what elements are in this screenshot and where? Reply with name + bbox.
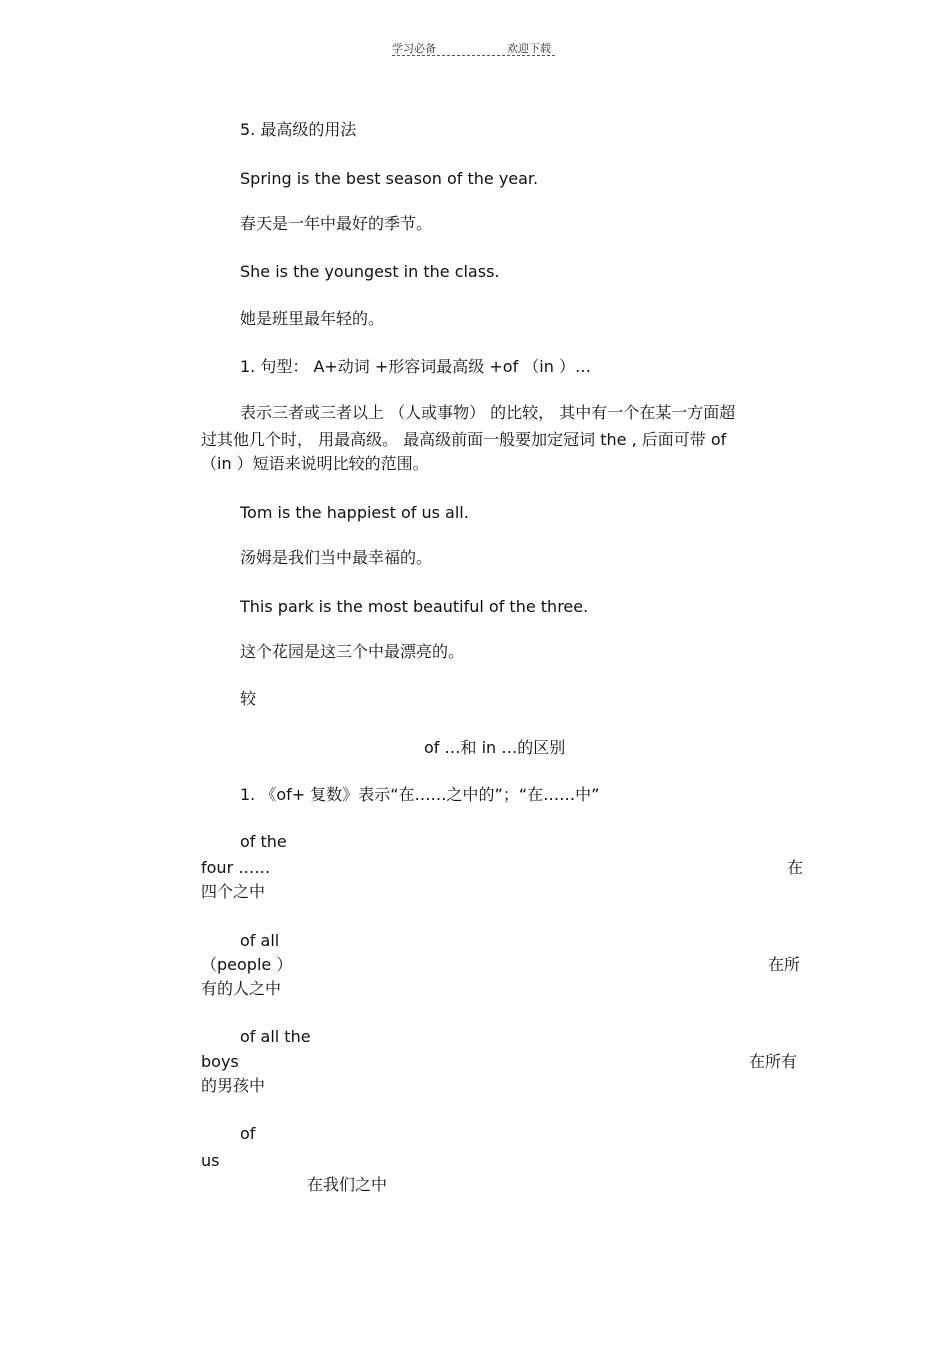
explanation-line-3: （in ）短语来说明比较的范围。 — [201, 454, 429, 473]
item-2-phrase: of all — [240, 931, 280, 950]
explanation-line-1: 表示三者或三者以上 （人或事物） 的比较， 其中有一个在某一方面超 — [240, 403, 736, 422]
example-1-chinese: 春天是一年中最好的季节。 — [240, 214, 433, 233]
header-divider — [392, 55, 555, 56]
item-1-phrase: of the — [240, 832, 287, 851]
item-1-phrase-cont: four …… — [201, 858, 271, 877]
fragment-jiao: 较 — [240, 689, 257, 708]
example-1-english: Spring is the best season of the year. — [240, 169, 539, 188]
example-2-chinese: 她是班里最年轻的。 — [240, 309, 385, 328]
example-3-chinese: 汤姆是我们当中最幸福的。 — [240, 548, 433, 567]
item-1-meaning-cont: 四个之中 — [201, 882, 266, 901]
item-3-phrase-cont: boys — [201, 1052, 239, 1071]
item-2-phrase-cont: （people ） — [201, 955, 293, 974]
item-4-phrase: of — [240, 1124, 256, 1143]
item-4-meaning: 在我们之中 — [307, 1175, 388, 1194]
item-4-phrase-cont: us — [201, 1151, 220, 1170]
item-3-meaning-cont: 的男孩中 — [201, 1076, 266, 1095]
sentence-pattern: 1. 句型： A+动词 +形容词最高级 +of （in ）… — [240, 357, 591, 376]
item-3-meaning: 在所有 — [749, 1052, 798, 1071]
item-1-meaning: 在 — [787, 858, 804, 877]
header-right-text: 欢迎下载 — [507, 42, 551, 55]
item-3-phrase: of all the — [240, 1027, 311, 1046]
item-2-meaning: 在所 — [768, 955, 801, 974]
rule-1: 1. 《of+ 复数》表示“在……之中的”；“在……中” — [240, 785, 600, 804]
section-heading: 5. 最高级的用法 — [240, 120, 357, 139]
subtitle: of …和 in …的区别 — [424, 738, 566, 757]
header-left-text: 学习必备 — [392, 42, 436, 55]
example-3-english: Tom is the happiest of us all. — [240, 503, 469, 522]
explanation-line-2: 过其他几个时， 用最高级。 最高级前面一般要加定冠词 the , 后面可带 of — [201, 430, 727, 449]
item-2-meaning-cont: 有的人之中 — [201, 979, 282, 998]
example-2-english: She is the youngest in the class. — [240, 262, 500, 281]
example-4-english: This park is the most beautiful of the three. — [240, 597, 589, 616]
example-4-chinese: 这个花园是这三个中最漂亮的。 — [240, 642, 465, 661]
